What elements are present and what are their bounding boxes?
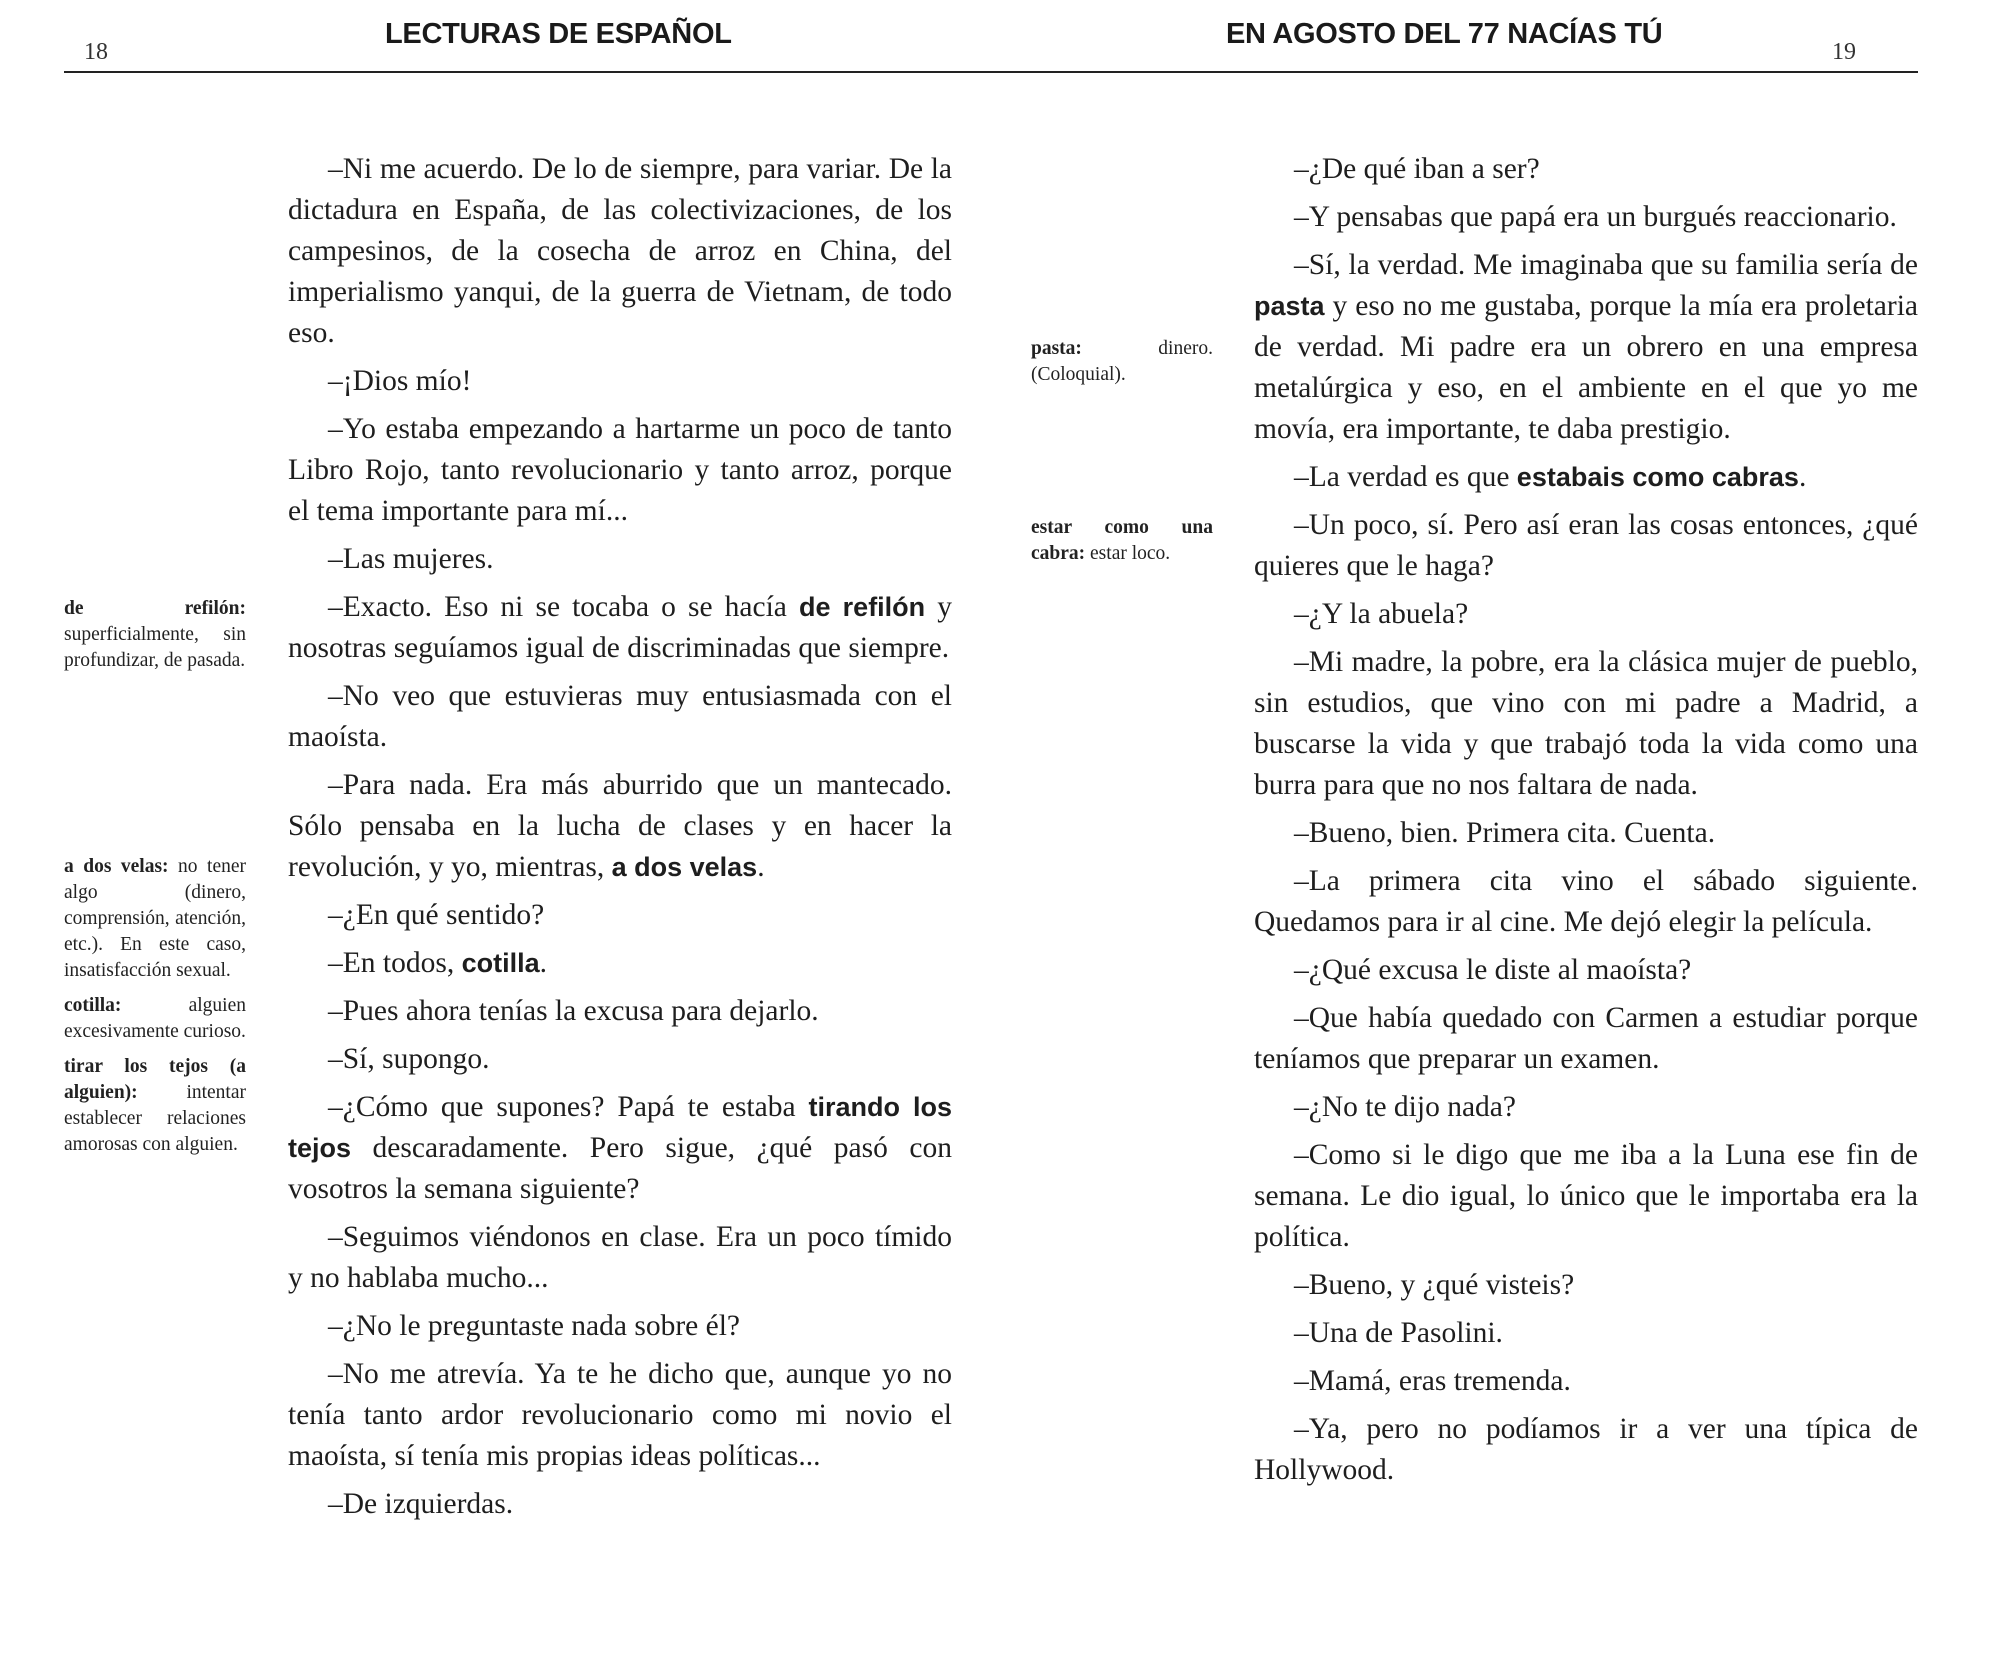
gloss-group [64,854,246,1167]
text-run: y eso no me gustaba, porque la mía era proletaria de verdad. Mi padre era un obrero en una empresa metalúrgica y eso, en el ambiente en el que yo me movía, era importante, te daba prestigio. [1254,290,1918,445]
text-run: –Exacto. Eso ni se tocaba o se hacía [328,591,799,623]
paragraph: –¿Qué excusa le diste al maoísta? [1294,954,1692,986]
paragraph [288,765,952,888]
paragraph: –Ya, pero no podíamos ir a ver una típica de Hollywood. [1254,1413,1918,1486]
paragraph: –No me atrevía. Ya te he dicho que, aunque yo no tenía tanto ardor revolucionario como mi novio el maoísta, sí tenía mis propias ideas políticas... [288,1358,952,1472]
text-run: . [539,947,547,979]
text-run: . [1798,461,1807,493]
paragraph [288,943,952,984]
paragraph: –¿No te dijo nada? [1294,1091,1516,1123]
glossed-term: estabais como cabras [1516,462,1799,492]
paragraph [288,587,952,669]
text-run: . [757,851,765,883]
gloss-definition: no tener algo (dinero, comprensión, atención, etc.). En este caso, insatisfacción sexual. [64,856,246,981]
body-text [288,149,952,1532]
running-head: EN AGOSTO DEL 77 NACÍAS TÚ [1226,18,1663,50]
paragraph: –No veo que estuvieras muy entusiasmada con el maoísta. [288,680,952,753]
glossed-term: pasta [1254,291,1325,321]
header-rule [64,71,1000,73]
gloss-definition: intentar establecer relaciones amorosas con alguien. [64,1082,246,1155]
right-page [1000,0,2000,1661]
gloss-definition: alguien excesivamente curioso. [64,995,246,1042]
paragraph: –¡Dios mío! [328,365,472,397]
gloss-term: cotilla: [64,995,122,1016]
gloss-note [64,596,246,683]
text-run: –Sí, la verdad. Me imaginaba que su familia sería de [1294,249,1918,281]
paragraph: –Sí, supongo. [328,1043,490,1075]
paragraph: –¿De qué iban a ser? [1294,153,1540,185]
text-run: –En todos, [328,947,462,979]
text-run: –¿Cómo que supones? Papá te estaba [328,1091,809,1123]
text-run: descaradamente. Pero sigue, ¿qué pasó con vosotros la semana siguiente? [288,1132,952,1205]
paragraph: –La primera cita vino el sábado siguiente. Quedamos para ir al cine. Me dejó elegir la película. [1254,865,1918,938]
paragraph: –Una de Pasolini. [1294,1317,1503,1349]
paragraph: –¿No le preguntaste nada sobre él? [328,1310,741,1342]
glossed-term: a dos velas [611,852,758,882]
gloss-note [1031,515,1213,576]
page-number: 19 [1832,39,1856,65]
header-rule [1000,71,1918,73]
page-number: 18 [84,39,108,65]
paragraph: –Ni me acuerdo. De lo de siempre, para variar. De la dictadura en España, de las colectivizaciones, de los campesinos, de la cosecha de arroz en China, del imperialismo yanqui, de la guerra de Vietnam, de todo eso. [288,153,952,349]
paragraph: –Seguimos viéndonos en clase. Era un poco tímido y no hablaba mucho... [288,1221,952,1294]
gloss-definition: estar loco. [1090,543,1171,564]
paragraph [1254,457,1918,498]
text-run: –La verdad es que [1294,461,1517,493]
paragraph: –Como si le digo que me iba a la Luna ese fin de semana. Le dio igual, lo único que le importaba era la política. [1254,1139,1918,1253]
glossed-term: tirando los tejos [288,1092,953,1163]
paragraph [1254,245,1918,450]
paragraph: –Un poco, sí. Pero así eran las cosas entonces, ¿qué quieres que le haga? [1254,509,1918,582]
gloss-note [1031,336,1213,397]
paragraph: –Mi madre, la pobre, era la clásica mujer de pueblo, sin estudios, que vino con mi padre a Madrid, a buscarse la vida y que trabajó toda la vida como una burra para que no nos faltara de nada. [1254,646,1918,801]
running-head: LECTURAS DE ESPAÑOL [385,18,732,50]
paragraph: –Bueno, bien. Primera cita. Cuenta. [1294,817,1716,849]
gloss-definition: dinero. (Coloquial). [1031,338,1213,385]
gloss-term: tirar los tejos (a alguien): [64,1056,246,1103]
paragraph: –Las mujeres. [328,543,494,575]
paragraph: –Que había quedado con Carmen a estudiar porque teníamos que preparar un examen. [1254,1002,1918,1075]
paragraph [288,1087,952,1210]
paragraph: –¿En qué sentido? [328,899,545,931]
glossed-term: de refilón [798,592,926,622]
paragraph: –Mamá, eras tremenda. [1294,1365,1571,1397]
text-run: y nosotras seguíamos igual de discriminadas que siempre. [288,591,952,664]
paragraph: –Bueno, y ¿qué visteis? [1294,1269,1575,1301]
gloss-term: estar como una cabra: [1031,517,1213,564]
paragraph: –Pues ahora tenías la excusa para dejarlo. [328,995,819,1027]
glossed-term: cotilla [461,948,540,978]
gloss-term: de refilón: [64,598,246,619]
paragraph: –¿Y la abuela? [1294,598,1469,630]
body-text [1254,149,1918,1498]
text-run: –Para nada. Era más aburrido que un mantecado. Sólo pensaba en la lucha de clases y en hacer la revolución, y yo, mientras, [288,769,952,883]
paragraph: –Yo estaba empezando a hartarme un poco de tanto Libro Rojo, tanto revolucionario y tanto arroz, porque el tema importante para mí... [288,413,952,527]
paragraph: –Y pensabas que papá era un burgués reaccionario. [1294,201,1897,233]
gloss-term: pasta: [1031,338,1082,359]
paragraph: –De izquierdas. [328,1488,514,1520]
gloss-definition: superficialmente, sin profundizar, de pasada. [64,624,246,671]
gloss-term: a dos velas: [64,856,169,877]
